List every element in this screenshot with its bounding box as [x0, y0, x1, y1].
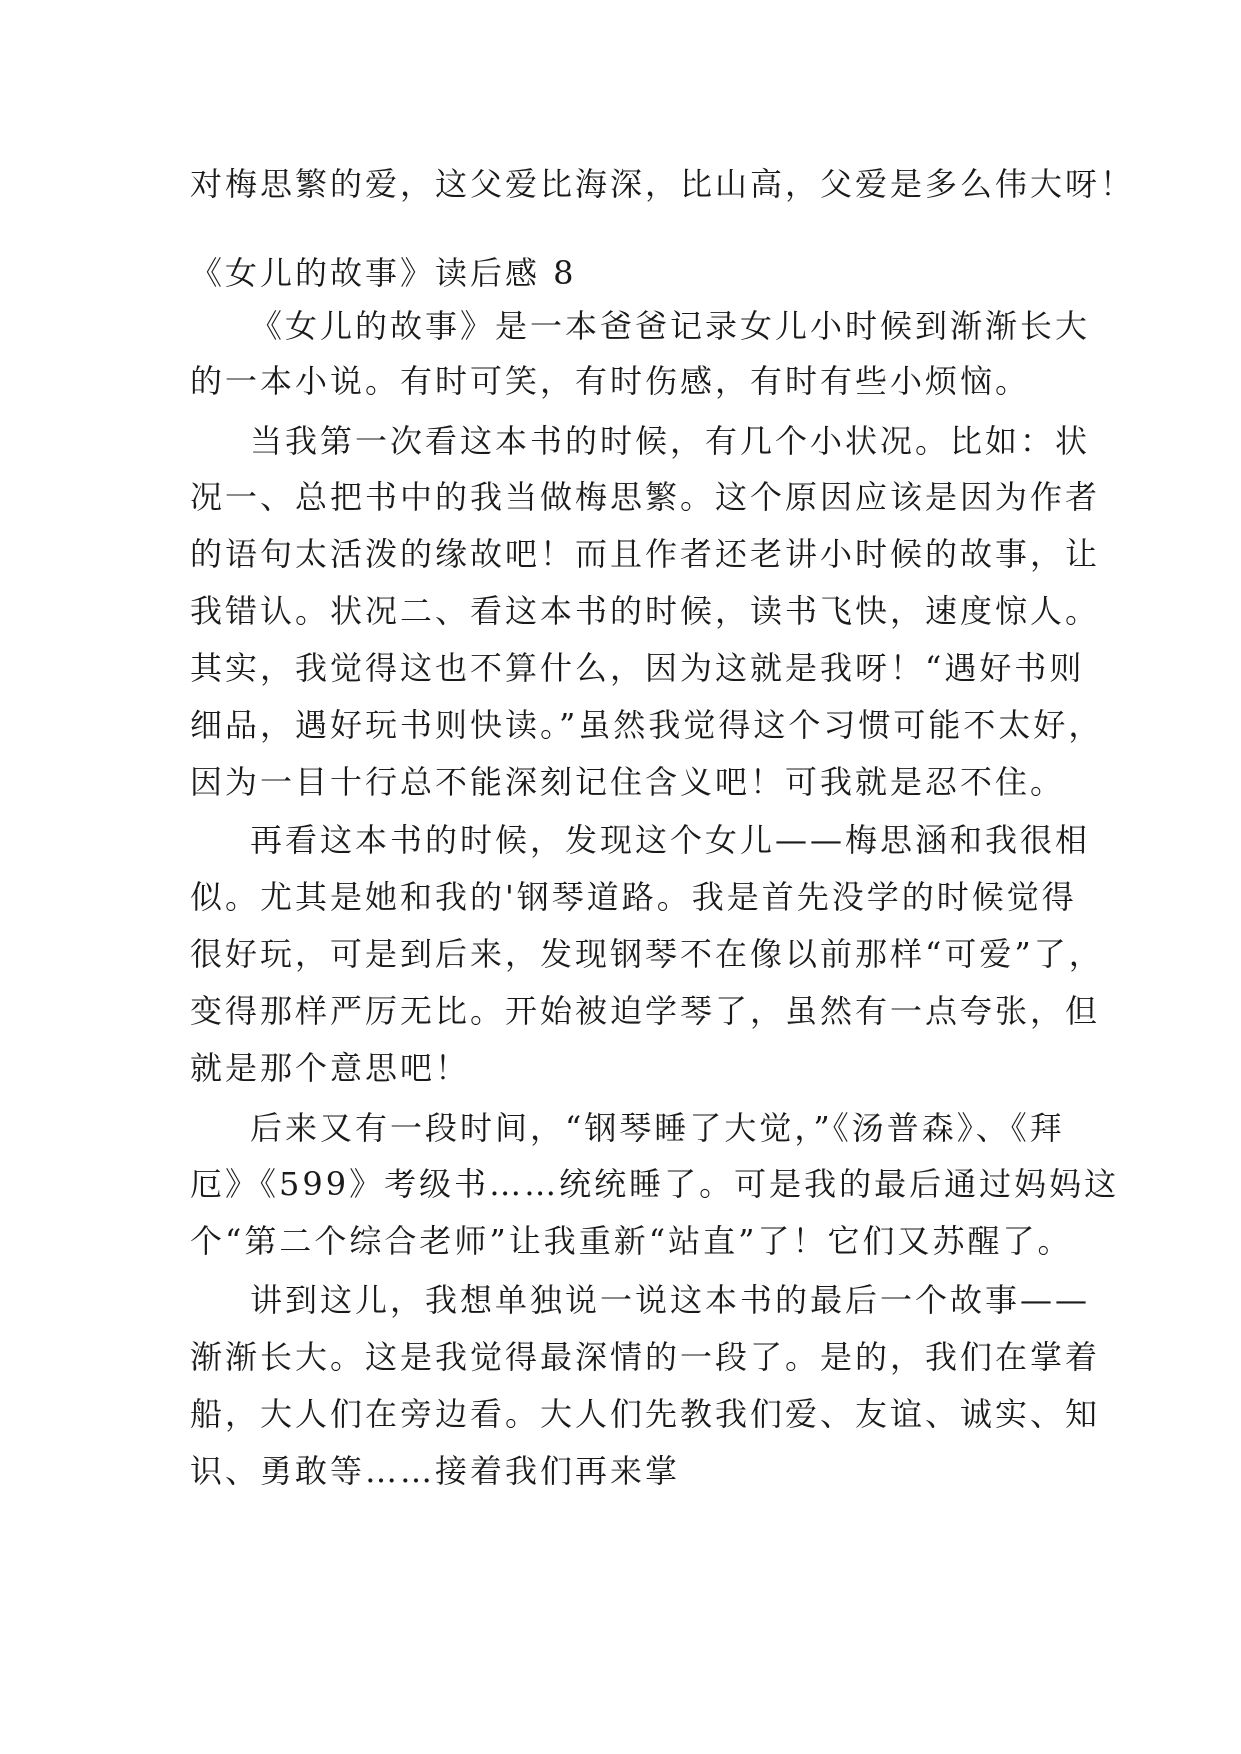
paragraph-line: 再看这本书的时候，发现这个女儿——梅思涵和我很相	[250, 821, 1091, 859]
paragraph-line: 变得那样严厉无比。开始被迫学琴了，虽然有一点夸张，但	[190, 992, 1101, 1030]
paragraph-line: 况一、总把书中的我当做梅思繁。这个原因应该是因为作者	[190, 478, 1101, 516]
paragraph-line: 个“第二个综合老师”让我重新“站直”了！它们又苏醒了。	[190, 1222, 1073, 1260]
section-heading: 《女儿的故事》读后感 8	[190, 254, 577, 292]
paragraph-line: 当我第一次看这本书的时候，有几个小状况。比如：状	[250, 422, 1091, 460]
paragraph-line: 的一本小说。有时可笑，有时伤感，有时有些小烦恼。	[190, 362, 1031, 400]
paragraph-line: 渐渐长大。这是我觉得最深情的一段了。是的，我们在掌着	[190, 1338, 1101, 1376]
paragraph-line: 讲到这儿，我想单独说一说这本书的最后一个故事——	[250, 1281, 1091, 1319]
paragraph-line: 的语句太活泼的缘故吧！而且作者还老讲小时候的故事，让	[190, 535, 1101, 573]
paragraph-line: 因为一目十行总不能深刻记住含义吧！可我就是忍不住。	[190, 763, 1066, 801]
paragraph-line: 很好玩，可是到后来，发现钢琴不在像以前那样“可爱”了，	[190, 935, 1104, 973]
paragraph-line: 厄》《599》考级书……统统睡了。可是我的最后通过妈妈这	[190, 1165, 1120, 1203]
paragraph-line: 船，大人们在旁边看。大人们先教我们爱、友谊、诚实、知	[190, 1395, 1101, 1433]
paragraph-line: 识、勇敢等……接着我们再来掌	[190, 1452, 681, 1490]
paragraph-line: 《女儿的故事》是一本爸爸记录女儿小时候到渐渐长大	[250, 307, 1091, 345]
paragraph-line: 其实，我觉得这也不算什么，因为这就是我呀！“遇好书则	[190, 649, 1085, 687]
paragraph-line: 似。尤其是她和我的'钢琴道路。我是首先没学的时候觉得	[190, 878, 1077, 916]
body-text-line: 对梅思繁的爱，这父爱比海深，比山高，父爱是多么伟大呀！	[190, 165, 1136, 203]
paragraph-line: 后来又有一段时间，“钢琴睡了大觉，”《汤普森》、《拜	[250, 1109, 1065, 1147]
paragraph-line: 就是那个意思吧！	[190, 1049, 471, 1087]
paragraph-line: 我错认。状况二、看这本书的时候，读书飞快，速度惊人。	[190, 592, 1101, 630]
paragraph-line: 细品，遇好玩书则快读。”虽然我觉得这个习惯可能不太好，	[190, 706, 1104, 744]
